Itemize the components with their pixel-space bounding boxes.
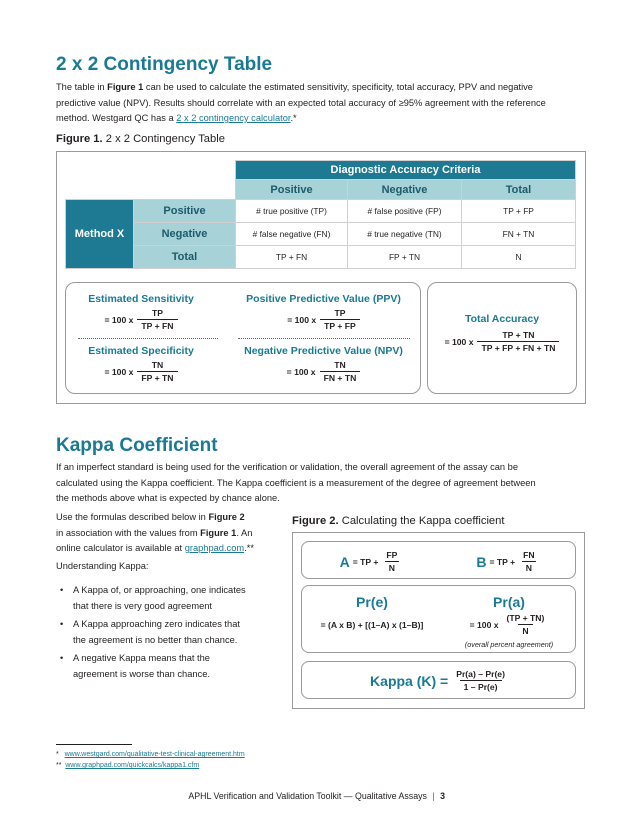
text: in association with the values from [56, 527, 201, 538]
table-cell: # false positive (FP) [348, 200, 462, 223]
text: A negative Kappa means that the [73, 653, 210, 663]
a-letter: A [339, 553, 350, 570]
kappa-card [301, 661, 576, 699]
numerator: (TP + TN) [506, 613, 545, 623]
numerator: TN [151, 360, 164, 370]
numerator: FP [386, 550, 398, 560]
ppv-title: Positive Predictive Value (PPV) [246, 293, 401, 305]
figure-label: Figure 2. [292, 515, 339, 527]
kappa-formula [302, 669, 577, 692]
sensitivity-title: Estimated Sensitivity [88, 293, 194, 305]
col-header: Positive [236, 180, 348, 200]
westgard-calculator-link[interactable]: 2 x 2 contingency calculator [176, 113, 291, 123]
ppv-formula [231, 308, 416, 331]
npv-title: Negative Predictive Value (NPV) [244, 345, 403, 357]
divider [238, 338, 410, 339]
formula-prefix: = 100 x [104, 314, 134, 325]
formula-prefix: = TP + [352, 556, 379, 567]
a-formula [302, 550, 439, 573]
text: predictive value (NPV). Results should correlate with an expected total accuracy of ≥95% agreement with the reference [56, 97, 546, 108]
understanding-kappa-label: Understanding Kappa: [56, 561, 149, 571]
fraction [137, 308, 177, 331]
fraction [320, 360, 361, 383]
kappa-usage-paragraph [56, 510, 286, 557]
denominator: TP + FN [137, 319, 177, 331]
figure-ref: Figure 1 [107, 82, 144, 92]
numerator: TP [334, 308, 346, 318]
footnotes [56, 749, 245, 771]
denominator: N [385, 561, 399, 573]
footer-text: APHL Verification and Validation Toolkit — Qualitative Assays [188, 791, 427, 801]
graphpad-link[interactable]: graphpad.com [184, 543, 245, 553]
table-cell: # false negative (FN) [236, 223, 348, 246]
graphpad-footnote-link[interactable]: www.graphpad.com/quickcalcs/kappa1.cfm [65, 762, 200, 769]
kappa-paragraph [56, 460, 596, 507]
text: method. Westgard QC has a [56, 113, 177, 123]
kappa-label: Kappa (K) = [370, 672, 449, 689]
npv-formula [231, 360, 416, 383]
figure1-box [56, 151, 586, 404]
b-formula [439, 550, 576, 573]
figure-ref: Figure 1 [200, 527, 237, 538]
pra-title: Pr(a) [493, 594, 525, 610]
denominator: TP + FP [320, 319, 360, 331]
row-header: Total [134, 246, 236, 269]
text: calculated using the Kappa coefficient. The Kappa coefficient is a measurement of the degree of agreement between [56, 477, 536, 488]
pra-formula [442, 613, 576, 636]
formula-prefix: = TP + [489, 556, 516, 567]
a-b-card [301, 541, 576, 579]
total-accuracy-title: Total Accuracy [464, 313, 540, 325]
text: Use the formulas described below in [56, 512, 209, 522]
sensitivity-formula [66, 308, 216, 331]
numerator: Pr(a) – Pr(e) [456, 669, 505, 679]
pre-title: Pr(e) [356, 594, 388, 610]
pre-formula: = (A x B) + [(1–A) x (1–B)] [320, 620, 424, 630]
text: . An [236, 527, 253, 538]
figure-ref: Figure 2 [208, 512, 245, 522]
table-header-criteria: Diagnostic Accuracy Criteria [236, 161, 576, 180]
text: the agreement is no better than chance. [73, 634, 238, 645]
denominator: N [522, 561, 536, 573]
text: .* [290, 113, 297, 123]
denominator: FP + TN [137, 371, 177, 383]
figure-label: Figure 1. [56, 133, 103, 145]
list-item [56, 617, 286, 648]
denominator: N [518, 624, 532, 636]
text: A Kappa approaching zero indicates that [73, 619, 240, 629]
section-title-kappa: Kappa Coefficient [56, 435, 218, 456]
fraction [320, 308, 360, 331]
intro-paragraph [56, 80, 596, 127]
figure2-box [292, 532, 585, 709]
col-header: Negative [348, 180, 462, 200]
fraction [452, 669, 509, 692]
table-cell: FP + TN [348, 246, 462, 269]
text: If an imperfect standard is being used for the verification or validation, the overall agreement of the assay can be [56, 462, 519, 472]
method-label: Method X [66, 200, 134, 269]
row-header: Positive [134, 200, 236, 223]
fraction [382, 550, 401, 573]
page-number: 3 [440, 791, 445, 801]
fraction [519, 550, 538, 573]
text: that there is very good agreement [73, 600, 213, 611]
list-item [56, 651, 286, 682]
figure-title: 2 x 2 Contingency Table [102, 133, 225, 145]
formula-prefix: = 100 x [104, 366, 134, 377]
footnote-mark: ** [56, 762, 62, 769]
table-cell: # true negative (TN) [348, 223, 462, 246]
formula-prefix: = 100 x [469, 619, 499, 630]
fraction [477, 330, 559, 353]
b-letter: B [476, 553, 487, 570]
table-cell: TP + FP [462, 200, 576, 223]
formula-prefix: = 100 x [287, 314, 317, 325]
page-footer [188, 791, 445, 801]
numerator: TP + TN [502, 330, 535, 340]
footnote-rule [56, 744, 132, 745]
denominator: 1 – Pr(e) [460, 680, 502, 692]
pre-pra-card [301, 585, 576, 653]
contingency-table [65, 160, 576, 269]
specificity-formula [66, 360, 216, 383]
text: online calculator is available at [56, 543, 185, 553]
text: can be used to calculate the estimated sensitivity, specificity, total accuracy, PPV and negative [143, 82, 533, 92]
figure2-caption [292, 515, 504, 527]
westgard-footnote-link[interactable]: www.westgard.com/qualitative-test-clinical-agreement.htm [64, 751, 245, 758]
text: The table in [56, 82, 108, 92]
kappa-bullet-list [56, 583, 286, 685]
pra-note: (overall percent agreement) [464, 640, 554, 649]
table-cell: # true positive (TP) [236, 200, 348, 223]
figure1-caption [56, 133, 225, 145]
formula-prefix: = 100 x [286, 366, 316, 377]
text: agreement is worse than chance. [73, 668, 210, 679]
denominator: TP + FP + FN + TN [477, 341, 559, 353]
text: A Kappa of, or approaching, one indicates [73, 585, 246, 595]
row-header: Negative [134, 223, 236, 246]
fraction [503, 613, 549, 636]
col-header: Total [462, 180, 576, 200]
footer-separator: | [432, 791, 435, 801]
figure-title: Calculating the Kappa coefficient [338, 515, 505, 527]
text: .** [244, 543, 254, 553]
total-accuracy-formula [428, 330, 576, 353]
formula-prefix: = 100 x [444, 336, 474, 347]
divider [78, 338, 218, 339]
numerator: FN [523, 550, 535, 560]
specificity-title: Estimated Specificity [88, 345, 194, 357]
denominator: FN + TN [320, 371, 361, 383]
footnote-mark: * [56, 751, 59, 758]
fraction [137, 360, 177, 383]
table-cell: FN + TN [462, 223, 576, 246]
table-cell: TP + FN [236, 246, 348, 269]
numerator: TN [334, 360, 346, 370]
sens-spec-ppv-npv-card [65, 282, 421, 394]
total-accuracy-card [427, 282, 577, 394]
numerator: TP [151, 308, 163, 318]
list-item [56, 583, 286, 614]
section-title-contingency: 2 x 2 Contingency Table [56, 54, 273, 75]
text: the methods above what is expected by chance alone. [56, 493, 280, 503]
table-cell: N [462, 246, 576, 269]
